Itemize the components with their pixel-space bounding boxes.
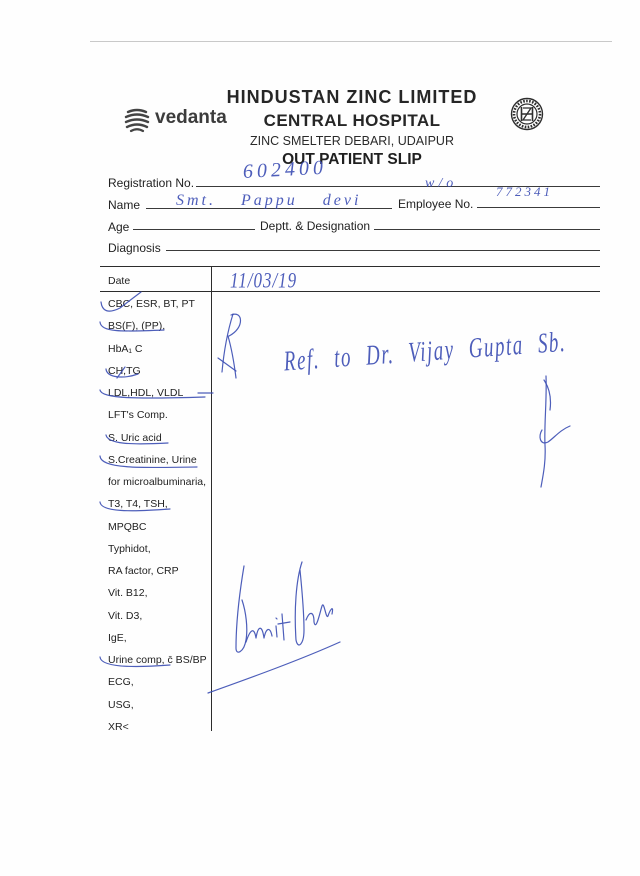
table-top-rule (100, 266, 600, 267)
column-divider (211, 266, 212, 731)
list-item: LDL,HDL, VLDL (108, 387, 184, 399)
hospital-address: ZINC SMELTER DEBARI, UDAIPUR (250, 134, 454, 148)
list-item: LFT's Comp. (108, 409, 168, 422)
list-item: Urine comp, c̄ BS/BP (108, 654, 207, 666)
list-item: T3, T4, TSH, (108, 498, 168, 511)
side-signature (540, 376, 570, 487)
age-line (133, 229, 255, 230)
list-item: HbA₁ C (108, 342, 143, 355)
registration-number-handwritten: 602400 (242, 156, 328, 183)
list-item: Vit. B12, (108, 587, 148, 600)
doctor-signature (208, 562, 340, 693)
diagnosis-label: Diagnosis (108, 241, 161, 255)
registration-label: Registration No. (108, 176, 195, 190)
test-list (108, 293, 211, 738)
hzl-emblem-icon (510, 97, 544, 131)
dept-designation-label: Deptt. & Designation (260, 219, 371, 233)
list-item: CH,TG (108, 364, 141, 377)
list-item: XR< (108, 720, 129, 733)
list-item: S. Uric acid (108, 431, 162, 444)
top-edge-line (90, 41, 612, 42)
patient-name-handwritten: Smt. Pappu devi (176, 192, 362, 209)
name-label: Name (108, 198, 141, 212)
date-label: Date (108, 275, 131, 287)
list-item: RA factor, CRP (108, 565, 179, 577)
slip-title: OUT PATIENT SLIP (282, 151, 422, 168)
list-item: USG, (108, 698, 134, 711)
list-item: ECG, (108, 676, 134, 689)
list-item: for microalbuminaria, (108, 476, 207, 488)
rx-symbol (218, 314, 241, 378)
referral-note-handwritten: Ref. to Dr. Vijay Gupta Sb. (282, 326, 568, 378)
date-handwritten: 11/03/19 (230, 268, 298, 293)
list-item: MPQBC (108, 520, 147, 533)
employee-label: Employee No. (398, 197, 474, 211)
list-item: CBC, ESR, BT, PT (108, 298, 195, 310)
vedanta-logo-text: vedanta (155, 107, 227, 128)
vedanta-logo-icon (123, 106, 151, 134)
age-label: Age (108, 219, 130, 234)
organization-name: HINDUSTAN ZINC LIMITED (226, 87, 478, 107)
list-item: IgE, (108, 631, 127, 644)
list-item: S.Creatinine, Urine (108, 453, 197, 466)
list-item: BS(F), (PP), (108, 320, 166, 333)
list-item: Vit. D3, (108, 609, 143, 622)
list-item: Typhidot, (108, 542, 151, 555)
date-row-rule (100, 291, 600, 292)
employee-number-handwritten: 772341 (496, 184, 553, 199)
diagnosis-line (166, 250, 600, 251)
hospital-name: CENTRAL HOSPITAL (263, 111, 441, 130)
employee-line (477, 207, 600, 208)
relation-handwritten: w/o (425, 176, 458, 191)
dept-designation-line (374, 229, 600, 230)
